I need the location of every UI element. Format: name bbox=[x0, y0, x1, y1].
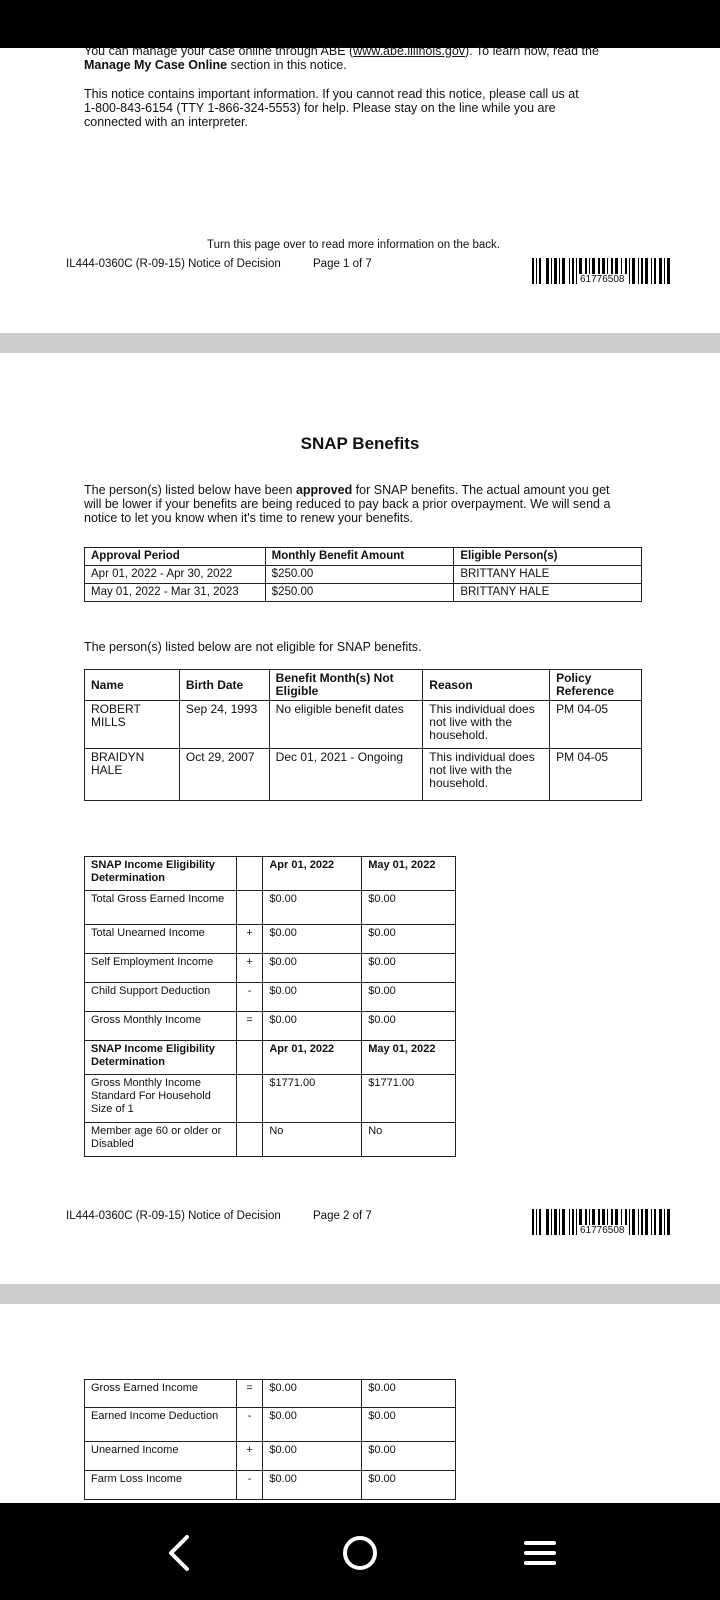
intro-line-1 bbox=[84, 483, 610, 497]
table-cell: $0.00 bbox=[263, 1471, 362, 1500]
manage-bold-text: Manage My Case Online bbox=[84, 58, 228, 72]
table-row bbox=[85, 701, 642, 749]
table-cell: Farm Loss Income bbox=[85, 1471, 237, 1500]
operator-cell: - bbox=[236, 1408, 263, 1442]
page-number: Page 1 of 7 bbox=[313, 258, 372, 270]
operator-cell bbox=[236, 1123, 263, 1157]
table-cell: Apr 01, 2022 - Apr 30, 2022 bbox=[85, 566, 266, 584]
table-row bbox=[85, 1123, 456, 1157]
manage-text-a: You can manage your case online through ABE ( bbox=[84, 44, 354, 58]
operator-cell: - bbox=[236, 983, 263, 1012]
table-row bbox=[85, 584, 642, 602]
notice-line-2: 1-800-843-6154 (TTY 1-866-324-5553) for help. Please stay on the line while you are bbox=[84, 101, 556, 115]
income-calculation-table bbox=[84, 1379, 456, 1500]
table-cell: $0.00 bbox=[263, 891, 362, 925]
table-row bbox=[85, 983, 456, 1012]
intro-text-b: for SNAP benefits. The actual amount you get bbox=[352, 483, 610, 497]
table-cell: Total Gross Earned Income bbox=[85, 891, 237, 925]
table-cell: This individual does not live with the household. bbox=[423, 701, 550, 749]
header-cell: Apr 01, 2022 bbox=[263, 1041, 362, 1075]
operator-cell: + bbox=[236, 1442, 263, 1471]
page-separator bbox=[0, 1284, 720, 1304]
table-cell: PM 04-05 bbox=[550, 701, 642, 749]
abe-website-link[interactable]: www.abe.illinois.gov bbox=[353, 44, 466, 58]
form-id: IL444-0360C (R-09-15) Notice of Decision bbox=[66, 1210, 281, 1222]
operator-cell: = bbox=[236, 1380, 263, 1408]
header-cell bbox=[236, 1041, 263, 1075]
table-cell: Gross Monthly Income Standard For Household Size of 1 bbox=[85, 1075, 237, 1123]
header-cell: Policy Reference bbox=[550, 670, 642, 701]
not-eligible-text: The person(s) listed below are not eligible for SNAP benefits. bbox=[84, 640, 422, 654]
table-header-row bbox=[85, 1041, 456, 1075]
table-cell: $0.00 bbox=[263, 925, 362, 954]
circle-home-icon bbox=[340, 1533, 380, 1573]
header-cell: Monthly Benefit Amount bbox=[265, 548, 454, 566]
table-cell: $0.00 bbox=[263, 1380, 362, 1408]
table-cell: Sep 24, 1993 bbox=[179, 701, 269, 749]
table-cell: $0.00 bbox=[263, 1408, 362, 1442]
barcode-number: 61776508 bbox=[580, 1225, 625, 1236]
table-cell: Self Employment Income bbox=[85, 954, 237, 983]
header-cell: Name bbox=[85, 670, 180, 701]
header-cell: May 01, 2022 bbox=[362, 1041, 456, 1075]
notice-line-3: connected with an interpreter. bbox=[84, 115, 248, 129]
table-row bbox=[85, 891, 456, 925]
document-page-1 bbox=[0, 44, 720, 333]
header-cell: May 01, 2022 bbox=[362, 857, 456, 891]
operator-cell: = bbox=[236, 1012, 263, 1041]
table-cell: $0.00 bbox=[362, 891, 456, 925]
table-cell: $1771.00 bbox=[263, 1075, 362, 1123]
table-cell: $0.00 bbox=[362, 1442, 456, 1471]
operator-cell: + bbox=[236, 954, 263, 983]
table-row bbox=[85, 749, 642, 801]
intro-text-a: The person(s) listed below have been bbox=[84, 483, 296, 497]
operator-cell bbox=[236, 891, 263, 925]
notice-line-1: This notice contains important information. If you cannot read this notice, please call us at bbox=[84, 87, 579, 101]
barcode-number: 61776508 bbox=[580, 274, 625, 285]
table-row bbox=[85, 1075, 456, 1123]
table-cell: PM 04-05 bbox=[550, 749, 642, 801]
home-button[interactable] bbox=[330, 1523, 390, 1583]
table-cell: $250.00 bbox=[265, 584, 454, 602]
document-page-3 bbox=[0, 1304, 720, 1503]
approved-benefits-table bbox=[84, 547, 642, 602]
table-cell: $0.00 bbox=[362, 1408, 456, 1442]
page-separator bbox=[0, 333, 720, 353]
table-cell: Oct 29, 2007 bbox=[179, 749, 269, 801]
table-cell: $0.00 bbox=[263, 1012, 362, 1041]
table-row bbox=[85, 566, 642, 584]
operator-cell: + bbox=[236, 925, 263, 954]
table-cell: BRAIDYN HALE bbox=[85, 749, 180, 801]
header-cell: SNAP Income Eligibility Determination bbox=[85, 1041, 237, 1075]
header-cell bbox=[236, 857, 263, 891]
intro-bold: approved bbox=[295, 483, 353, 497]
table-header-row bbox=[85, 548, 642, 566]
table-cell: Gross Earned Income bbox=[85, 1380, 237, 1408]
table-row bbox=[85, 1442, 456, 1471]
table-cell: $0.00 bbox=[362, 954, 456, 983]
table-cell: $0.00 bbox=[362, 983, 456, 1012]
table-cell: $0.00 bbox=[263, 1442, 362, 1471]
manage-text-rest: section in this notice. bbox=[227, 58, 347, 72]
table-row bbox=[85, 1012, 456, 1041]
table-cell: May 01, 2022 - Mar 31, 2023 bbox=[85, 584, 266, 602]
table-header-row bbox=[85, 857, 456, 891]
intro-line-3: notice to let you know when it's time to renew your benefits. bbox=[84, 511, 413, 525]
table-cell: $1771.00 bbox=[362, 1075, 456, 1123]
table-cell: $0.00 bbox=[263, 983, 362, 1012]
header-cell: Approval Period bbox=[85, 548, 266, 566]
table-cell: Dec 01, 2021 - Ongoing bbox=[269, 749, 423, 801]
page-title: SNAP Benefits bbox=[300, 434, 420, 453]
form-id: IL444-0360C (R-09-15) Notice of Decision bbox=[66, 258, 281, 270]
recents-button[interactable] bbox=[510, 1523, 570, 1583]
header-cell: Apr 01, 2022 bbox=[263, 857, 362, 891]
table-row bbox=[85, 1380, 456, 1408]
manage-line-1 bbox=[84, 44, 599, 58]
turn-page-text: Turn this page over to read more information on the back. bbox=[207, 239, 500, 251]
table-cell: This individual does not live with the household. bbox=[423, 749, 550, 801]
table-cell: No bbox=[362, 1123, 456, 1157]
table-cell: $250.00 bbox=[265, 566, 454, 584]
table-header-row bbox=[85, 670, 642, 701]
header-cell: Benefit Month(s) Not Eligible bbox=[269, 670, 423, 701]
table-cell: $0.00 bbox=[263, 954, 362, 983]
table-row bbox=[85, 925, 456, 954]
table-cell: $0.00 bbox=[362, 1471, 456, 1500]
status-bar bbox=[0, 0, 720, 48]
header-cell: Birth Date bbox=[179, 670, 269, 701]
intro-line-2: will be lower if your benefits are being reduced to pay back a prior overpayment. We will send a bbox=[84, 497, 611, 511]
menu-lines-icon bbox=[522, 1538, 558, 1568]
operator-cell: - bbox=[236, 1471, 263, 1500]
table-cell: Total Unearned Income bbox=[85, 925, 237, 954]
table-row bbox=[85, 954, 456, 983]
manage-line-2 bbox=[84, 58, 347, 72]
table-cell: Child Support Deduction bbox=[85, 983, 237, 1012]
operator-cell bbox=[236, 1075, 263, 1123]
table-cell: Member age 60 or older or Disabled bbox=[85, 1123, 237, 1157]
table-cell: Earned Income Deduction bbox=[85, 1408, 237, 1442]
not-eligible-table bbox=[84, 669, 642, 801]
table-cell: ROBERT MILLS bbox=[85, 701, 180, 749]
table-cell: Unearned Income bbox=[85, 1442, 237, 1471]
page-number: Page 2 of 7 bbox=[313, 1210, 372, 1222]
table-cell: No eligible benefit dates bbox=[269, 701, 423, 749]
navigation-bar bbox=[0, 1503, 720, 1600]
header-cell: Reason bbox=[423, 670, 550, 701]
chevron-left-icon bbox=[165, 1533, 195, 1573]
manage-text-b: ). To learn how, read the bbox=[465, 44, 599, 58]
income-eligibility-table bbox=[84, 856, 456, 1157]
table-cell: $0.00 bbox=[362, 1012, 456, 1041]
table-cell: Gross Monthly Income bbox=[85, 1012, 237, 1041]
table-cell: BRITTANY HALE bbox=[454, 566, 642, 584]
table-cell: $0.00 bbox=[362, 925, 456, 954]
header-cell: SNAP Income Eligibility Determination bbox=[85, 857, 237, 891]
table-cell: $0.00 bbox=[362, 1380, 456, 1408]
table-cell: BRITTANY HALE bbox=[454, 584, 642, 602]
table-row bbox=[85, 1471, 456, 1500]
header-cell: Eligible Person(s) bbox=[454, 548, 642, 566]
table-row bbox=[85, 1408, 456, 1442]
back-button[interactable] bbox=[150, 1523, 210, 1583]
table-cell: No bbox=[263, 1123, 362, 1157]
